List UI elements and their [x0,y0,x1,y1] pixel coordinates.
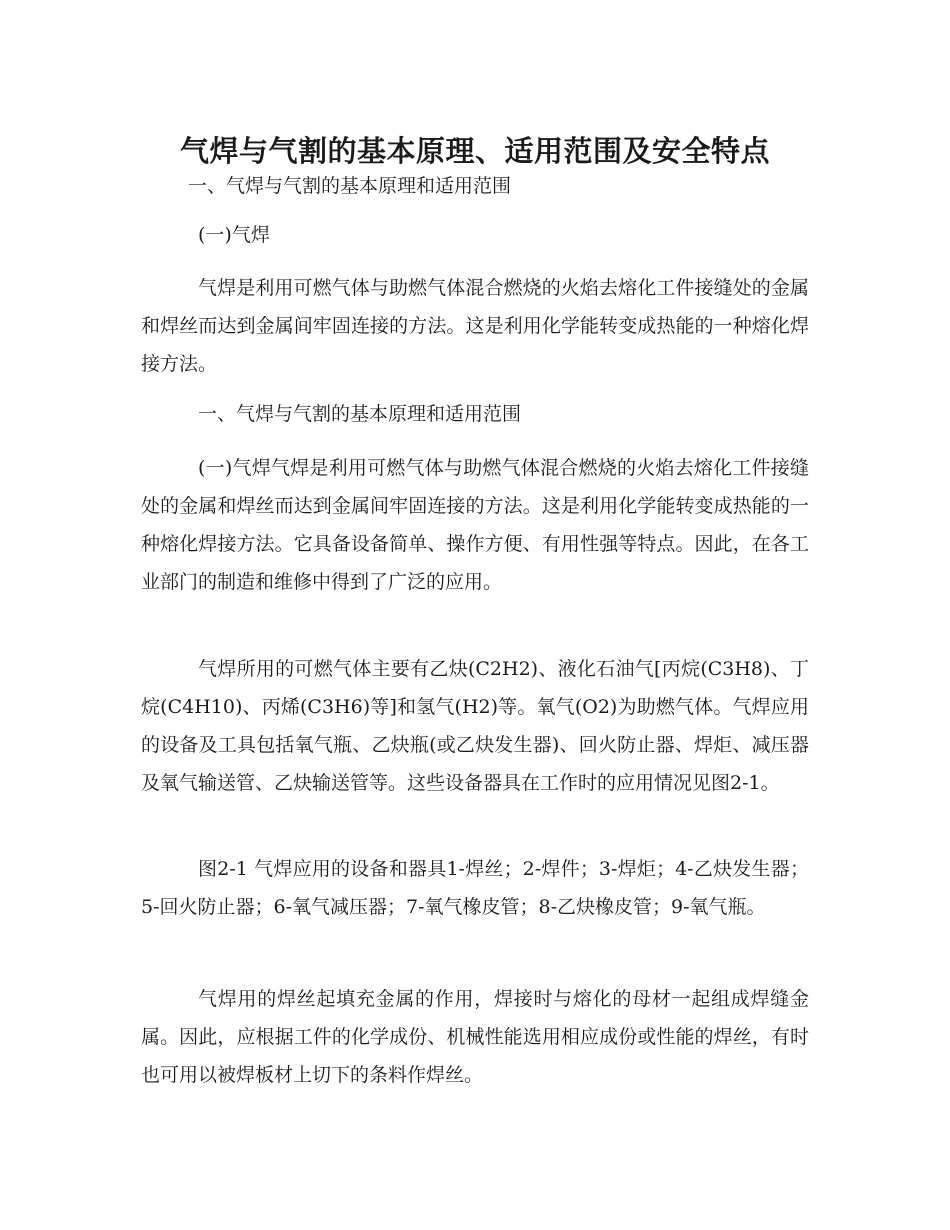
document-title: 气焊与气割的基本原理、适用范围及安全特点 [179,134,770,169]
section-heading-repeat: 一、气焊与气割的基本原理和适用范围 [198,403,522,425]
paragraph-welding-wire: 气焊用的焊丝起填充金属的作用，焊接时与熔化的母材一起组成焊缝金属。因此，应根据工件的化学成份、机械性能选用相应成份或性能的焊丝，有时也可用以被焊板材上切下的条料作焊丝。 [141,988,809,1086]
paragraph-combustible-gases: 气焊所用的可燃气体主要有乙炔(C2H2)、液化石油气[丙烷(C3H8)、丁烷(C4H10)、丙烯(C3H6)等]和氢气(H2)等。氧气(O2)为助燃气体。气焊应用的设备及工具包括氧气瓶、乙炔瓶(或乙炔发生器)、回火防止器、焊炬、减压器及氧气输送管、乙炔输送管等。这些设备器具在工作时的应用情况见图2-1。 [141,658,809,794]
paragraph-gas-welding-features: (一)气焊气焊是利用可燃气体与助燃气体混合燃烧的火焰去熔化工件接缝处的金属和焊丝而达到金属间牢固连接的方法。这是利用化学能转变成热能的一种熔化焊接方法。它具备设备简单、操作方便、有用性强等特点。因此，在各工业部门的制造和维修中得到了广泛的应用。 [141,457,809,593]
subsection-heading: (一)气焊 [198,224,270,246]
section-heading: 一、气焊与气割的基本原理和适用范围 [188,175,512,197]
paragraph-figure-caption: 图2-1 气焊应用的设备和器具1-焊丝；2-焊件；3-焊炬；4-乙炔发生器；5-回火防止器；6-氧气减压器；7-氧气橡皮管；8-乙炔橡皮管；9-氧气瓶。 [141,858,809,918]
paragraph-gas-welding-definition: 气焊是利用可燃气体与助燃气体混合燃烧的火焰去熔化工件接缝处的金属和焊丝而达到金属间牢固连接的方法。这是利用化学能转变成热能的一种熔化焊接方法。 [141,277,809,375]
